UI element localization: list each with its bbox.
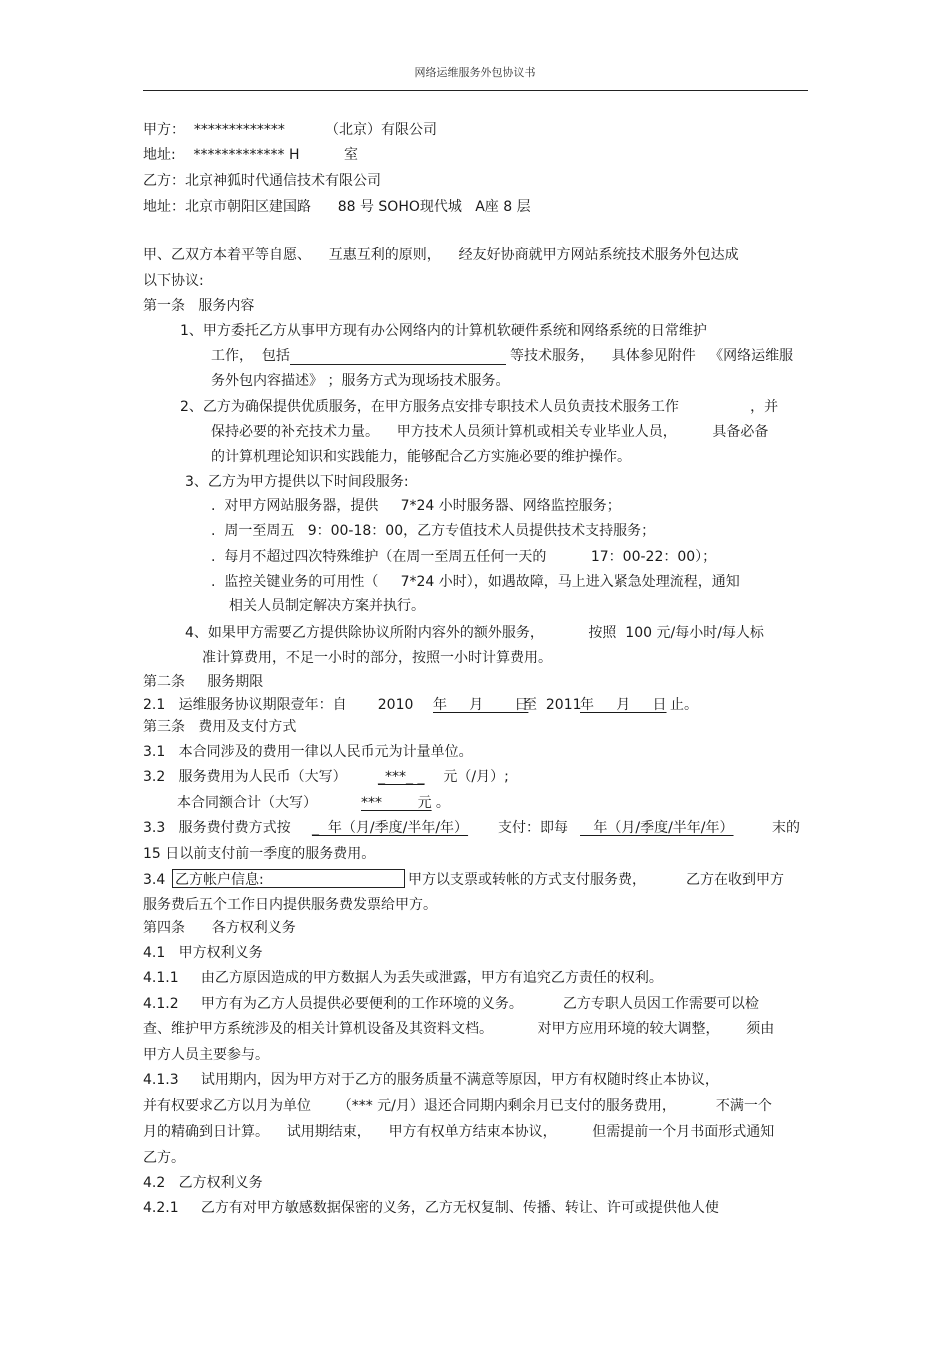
clause-3-2-a: 3.2 服务费用为人民币（大写） [143, 769, 378, 785]
service-bullet-1: . 对甲方网站服务器，提供 7*24 小时服务器、网络监控服务； [211, 498, 621, 514]
clause-4-1-3-line-3: 月的精确到日计算。 试用期结束， 甲方有权单方结束本协议， 但需提前一个月书面形式通知 [143, 1124, 775, 1140]
article-3-heading: 第三条 费用及支付方式 [143, 719, 297, 735]
clause-4-1-2-line-3: 甲方人员主要参与。 [143, 1047, 269, 1063]
party-a-line: 甲方： ************* （北京）有限公司 [143, 122, 437, 138]
account-info-label: 乙方帐户信息: [175, 872, 264, 888]
article-2-heading: 第二条 服务期限 [143, 674, 264, 690]
contract-total-c: 。 [427, 795, 450, 811]
preamble-line-1: 甲、乙双方本着平等自愿、 互惠互利的原则， 经友好协商就甲方网站系统技术服务外包达成 [143, 247, 739, 263]
clause-1-4-line-2: 准计算费用，不足一小时的部分，按照一小时计算费用。 [202, 650, 552, 666]
clause-4-1-1: 4.1.1 由乙方原因造成的甲方数据人为丢失或泄露，甲方有追究乙方责任的权利。 [143, 970, 663, 986]
party-b-line: 乙方：北京神狐时代通信技术有限公司 [143, 173, 381, 189]
clause-3-3-c: 支付：即每 [498, 820, 586, 836]
article-4-heading: 第四条 各方权利义务 [143, 920, 296, 936]
clause-4-1-2-line-1: 4.1.2 甲方有为乙方人员提供必要便利的工作环境的义务。 乙方专职人员因工作需要可以检 [143, 996, 759, 1012]
clause-1-3-heading: 3、乙方为甲方提供以下时间段服务: [185, 474, 409, 490]
clause-3-4-text: 甲方以支票或转帐的方式支付服务费， 乙方在收到甲方 [408, 872, 785, 888]
clause-4-1-2-line-2: 查、维护甲方系统涉及的相关计算机设备及其资料文档。 对甲方应用环境的较大调整， 须由 [143, 1021, 775, 1037]
party-b-address: 地址：北京市朝阳区建国路 88 号 SOHO现代城 A座 8 层 [143, 199, 531, 215]
clause-3-3-e: 末的 [772, 820, 800, 836]
header-divider [143, 90, 808, 91]
preamble-line-2: 以下协议: [143, 273, 204, 289]
clause-1-1-line-2a: 工作， 包括 [211, 348, 290, 364]
clause-3-1: 3.1 本合同涉及的费用一律以人民币元为计量单位。 [143, 744, 473, 760]
contract-total-blank: *** 元 [361, 795, 432, 811]
payment-period-blank-1: _ 年（月/季度/半年/年） [312, 820, 469, 836]
service-bullet-4-cont: 相关人员制定解决方案并执行。 [229, 598, 425, 614]
party-a-address: 地址: ************* H 室 [143, 147, 358, 163]
clause-2-1-e: 止。 [670, 697, 698, 713]
clause-3-2-c: 元（/月）; [430, 769, 509, 785]
clause-1-1-line-3: 务外包内容描述》 ；服务方式为现场技术服务。 [211, 373, 510, 389]
clause-3-3-line-2: 15 日以前支付前一季度的服务费用。 [143, 846, 376, 862]
clause-4-1-3-line-2: 并有权要求乙方以月为单位 （*** 元/月）退还合同期内剩余月已支付的服务费用， 不满一个 [143, 1098, 772, 1114]
clause-1-1-line-2b: 等技术服务， 具体参见附件 《网络运维服 [510, 348, 794, 364]
clause-3-4-line-2: 服务费后五个工作日内提供服务费发票给甲方。 [143, 897, 437, 913]
clause-4-2-heading: 4.2 乙方权利义务 [143, 1175, 263, 1191]
clause-4-1-heading: 4.1 甲方权利义务 [143, 945, 263, 961]
clause-2-1-c: 至 2011 [523, 697, 582, 713]
clause-2-1-a: 2.1 运维服务协议期限壹年：自 2010 [143, 697, 423, 713]
clause-4-1-3-line-4: 乙方。 [143, 1150, 185, 1166]
clause-1-2-line-3: 的计算机理论知识和实践能力，能够配合乙方实施必要的维护操作。 [211, 449, 631, 465]
service-bullet-4: . 监控关键业务的可用性（ 7*24 小时），如遇故障，马上进入紧急处理流程，通知 [211, 574, 740, 590]
clause-3-4-number: 3.4 [143, 872, 166, 888]
contract-total-a: 本合同额合计（大写） [177, 795, 353, 811]
service-bullet-2: . 周一至周五 9：00-18：00，乙方专值技术人员提供技术支持服务； [211, 523, 656, 539]
end-date-blank: 年 月 日 [580, 697, 667, 713]
start-date-blank: 年 月 日 [433, 697, 529, 713]
clause-3-3-a: 3.3 服务费付费方式按 [143, 820, 304, 836]
clause-4-1-3-line-1: 4.1.3 试用期内，因为甲方对于乙方的服务质量不满意等原因，甲方有权随时终止本协议， [143, 1072, 719, 1088]
clause-1-2-line-1: 2、乙方为确保提供优质服务，在甲方服务点安排专职技术人员负责技术服务工作 ，并 [180, 399, 779, 415]
clause-4-2-1: 4.2.1 乙方有对甲方敏感数据保密的义务，乙方无权复制、传播、转让、许可或提供他人使 [143, 1200, 719, 1216]
monthly-fee-blank: _***_ _ [378, 769, 425, 785]
page-header-title: 网络运维服务外包协议书 [414, 66, 536, 79]
service-scope-blank [290, 364, 506, 365]
article-1-heading: 第一条 服务内容 [143, 298, 255, 314]
payment-period-blank-2: 年（月/季度/半年/年） [580, 820, 734, 836]
service-bullet-3: . 每月不超过四次特殊维护（在周一至周五任何一天的 17：00-22：00）； [211, 549, 717, 565]
clause-1-1-line-1: 1、甲方委托乙方从事甲方现有办公网络内的计算机软硬件系统和网络系统的日常维护 [180, 323, 707, 339]
clause-1-4-line-1: 4、如果甲方需要乙方提供除协议所附内容外的额外服务， 按照 100 元/每小时/每人标 [185, 625, 764, 641]
clause-1-2-line-2: 保持必要的补充技术力量。 甲方技术人员须计算机或相关专业毕业人员， 具备必备 [211, 424, 769, 440]
